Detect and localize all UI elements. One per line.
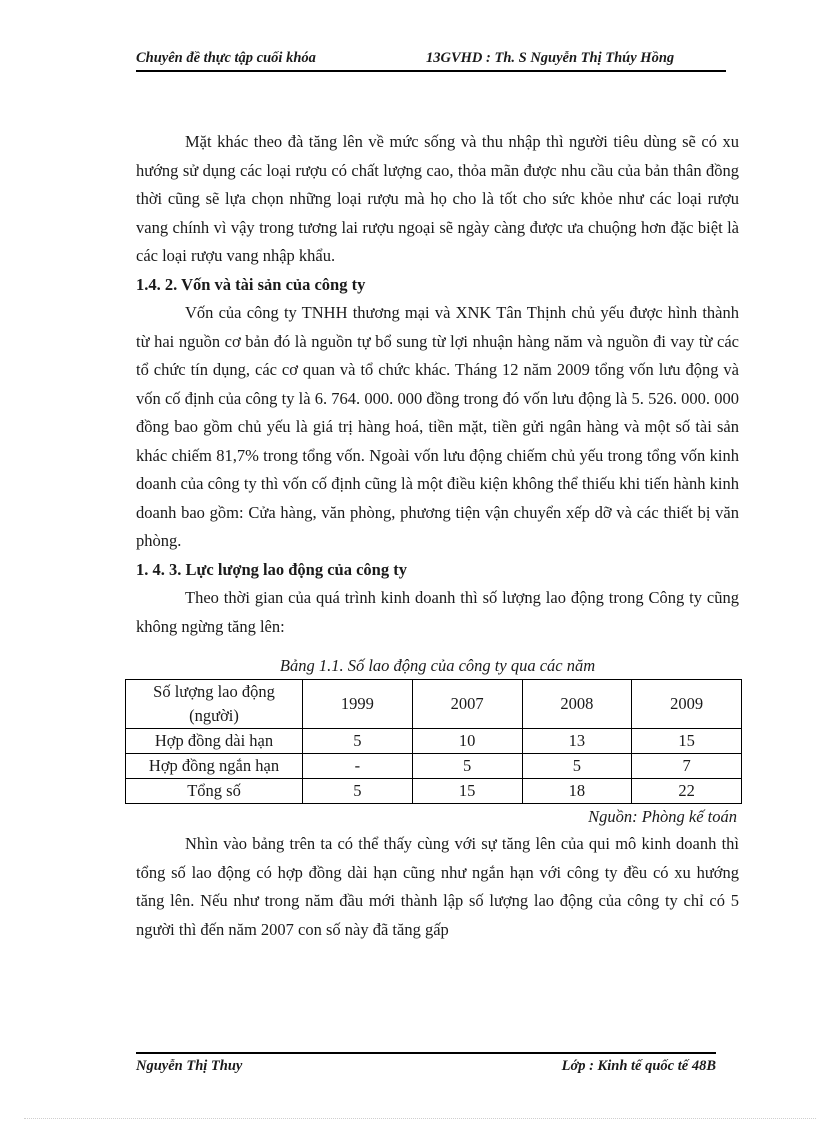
table-row-label: Tổng số <box>126 779 303 804</box>
paragraph-table-analysis: Nhìn vào bảng trên ta có thể thấy cùng với sự tăng lên của qui mô kinh doanh thì tổng số lao động có hợp đồng dài hạn cũng như ngắn hạn với công ty đều có xu hướng tăng lên. Nếu như trong năm đầu mới thành lập số lượng lao động của công ty chỉ có 5 người thì đến năm 2007 con số này đã tăng gấp <box>136 834 739 939</box>
section-heading-labor: 1. 4. 3. Lực lượng lao động của công ty <box>136 559 407 579</box>
table-header-year: 2009 <box>632 680 742 729</box>
table-header-year: 2008 <box>522 680 632 729</box>
table-row <box>126 729 742 754</box>
section-heading-capital: 1.4. 2. Vốn và tài sản của công ty <box>136 274 366 294</box>
table-cell: 7 <box>632 754 742 779</box>
table-cell: - <box>303 754 413 779</box>
paragraph-capital: Vốn của công ty TNHH thương mại và XNK Tân Thịnh chủ yếu được hình thành từ hai nguồn cơ bản đó là nguồn tự bổ sung từ lợi nhuận hàng năm và nguồn đi vay từ các tổ chức tín dụng, các cơ quan và tổ chức khác. Tháng 12 năm 2009 tổng vốn lưu động và vốn cố định của công ty là 6. 764. 000. 000 đồng trong đó vốn lưu động là 5. 526. 000. 000 đồng bao gồm chủ yếu là giá trị hàng hoá, tiền mặt, tiền gửi ngân hàng và một số tài sản khác chiếm 81,7% trong tổng vốn. Ngoài vốn lưu động chiếm chủ yếu trong tổng vốn kinh doanh của công ty thì vốn cố định cũng là một điều kiện không thể thiếu khi tiến hành kinh doanh bao gồm: Cửa hàng, văn phòng, phương tiện vận chuyển xếp dỡ và các thiết bị văn phòng. <box>136 303 739 550</box>
table-cell: 15 <box>632 729 742 754</box>
table-cell: 15 <box>412 779 522 804</box>
table-cell: 5 <box>303 729 413 754</box>
table-cell: 13 <box>522 729 632 754</box>
table-cell: 5 <box>303 779 413 804</box>
table-cell: 5 <box>412 754 522 779</box>
table-cell: 5 <box>522 754 632 779</box>
table-source: Nguồn: Phòng kế toán <box>588 807 737 826</box>
labor-table <box>125 679 742 804</box>
page-footer <box>136 1052 716 1078</box>
table-header-year: 2007 <box>412 680 522 729</box>
table-row-label: Hợp đồng ngắn hạn <box>126 754 303 779</box>
page-header <box>136 48 726 72</box>
paragraph-consumer-trend: Mặt khác theo đà tăng lên về mức sống và thu nhập thì người tiêu dùng sẽ có xu hướng sử dụng các loại rượu có chất lượng cao, thỏa mãn được nhu cầu của bản thân đồng thời cũng sẽ lựa chọn những loại rượu mà họ cho là tốt cho sức khỏe như các loại rượu vang chính vì vậy trong tương lai rượu ngoại sẽ ngày càng được ưa chuộng hơn đặc biệt là các loại rượu vang nhập khẩu. <box>136 132 739 265</box>
header-document-title: Chuyên đề thực tập cuối khóa <box>136 50 316 66</box>
table-header-label: Số lượng lao động (người) <box>126 680 303 729</box>
table-cell: 22 <box>632 779 742 804</box>
table-header-row <box>126 680 742 729</box>
table-header-year: 1999 <box>303 680 413 729</box>
table-row-label: Hợp đồng dài hạn <box>126 729 303 754</box>
footer-class: Lớp : Kinh tế quốc tế 48B <box>561 1058 716 1074</box>
table-row <box>126 754 742 779</box>
table-cell: 10 <box>412 729 522 754</box>
table-cell: 18 <box>522 779 632 804</box>
paragraph-labor-intro: Theo thời gian của quá trình kinh doanh thì số lượng lao động trong Công ty cũng không ngừng tăng lên: <box>136 588 739 636</box>
header-page-and-supervisor: 13GVHD : Th. S Nguyễn Thị Thúy Hồng <box>426 50 675 66</box>
document-body <box>136 128 739 944</box>
page-edge-divider <box>24 1118 816 1119</box>
footer-author: Nguyễn Thị Thuy <box>136 1058 243 1074</box>
table-caption: Bảng 1.1. Số lao động của công ty qua các năm <box>279 656 596 675</box>
table-row <box>126 779 742 804</box>
